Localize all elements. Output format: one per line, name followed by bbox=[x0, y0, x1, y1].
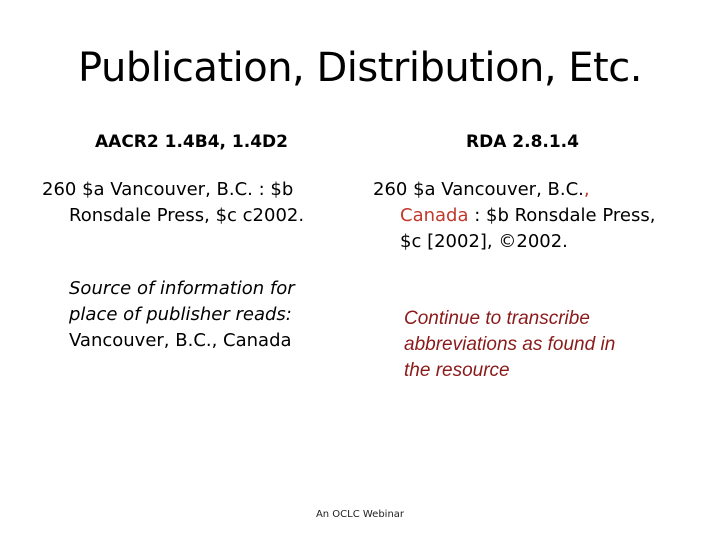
page-title: Publication, Distribution, Etc. bbox=[78, 45, 642, 91]
rda-record-line-3: $c [2002], ©2002. bbox=[400, 231, 568, 252]
aacr2-note-line-2: place of publisher reads: bbox=[69, 304, 292, 325]
aacr2-record-line-1: 260 $a Vancouver, B.C. : $b bbox=[42, 179, 294, 200]
aacr2-header: AACR2 1.4B4, 1.4D2 bbox=[95, 132, 288, 152]
rda-record-line-1-text: 260 $a Vancouver, B.C. bbox=[373, 179, 584, 200]
aacr2-note-line-1: Source of information for bbox=[69, 278, 295, 299]
aacr2-note-line-3: Vancouver, B.C., Canada bbox=[69, 330, 292, 351]
rda-record-line-2-text: : $b Ronsdale Press, bbox=[468, 205, 656, 226]
footer-text: An OCLC Webinar bbox=[315, 509, 405, 520]
rda-header: RDA 2.8.1.4 bbox=[466, 132, 579, 152]
aacr2-record-line-2: Ronsdale Press, $c c2002. bbox=[69, 205, 305, 226]
rda-record-line-2 bbox=[373, 203, 655, 229]
rda-note-line-2: abbreviations as found in bbox=[404, 334, 616, 355]
aacr2-record bbox=[42, 177, 304, 229]
rda-note-line-1: Continue to transcribe bbox=[404, 308, 590, 329]
rda-record-line-1 bbox=[373, 177, 655, 203]
aacr2-note bbox=[69, 276, 295, 354]
rda-record-added-comma: , bbox=[583, 179, 590, 200]
rda-record bbox=[373, 177, 655, 255]
rda-note-line-3: the resource bbox=[404, 360, 510, 381]
rda-record-added-country: Canada bbox=[400, 205, 469, 226]
rda-note bbox=[404, 306, 615, 384]
